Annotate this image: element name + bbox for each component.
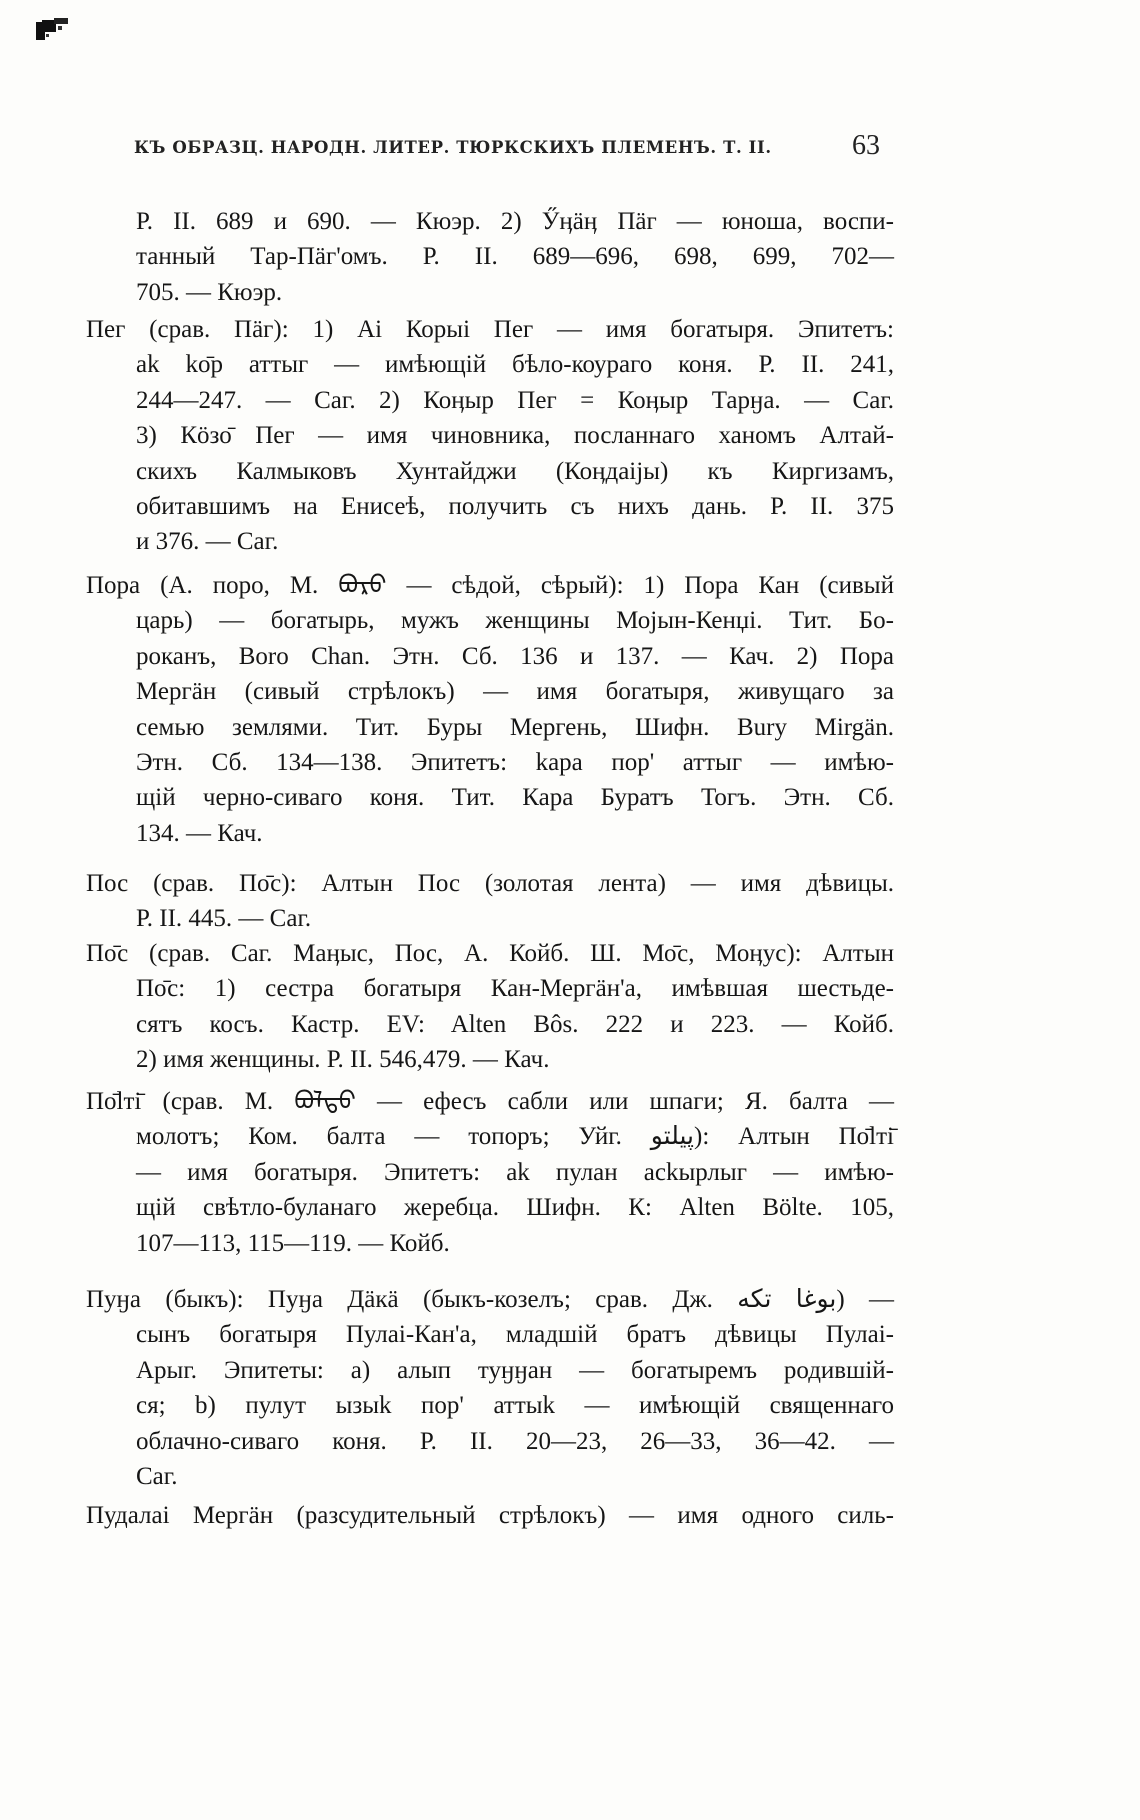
entry-headword-line: По̄lті̄ (срав. М. ᠪᠣᠯᠳᠣ — ефесъ сабли или шпаги; Я. балта —: [86, 1088, 894, 1115]
entry-headword-line: Пудалаі Мергӓн (разсудительный стрѣлокъ) — имя одного силь-: [86, 1502, 894, 1529]
entry-line: сынъ богатыря Пулаі-Кан'а, младшій братъ дѣвицы Пулаі-: [136, 1321, 894, 1349]
entry-line: облачно-сиваго коня. Р. II. 20—23, 26—33, 36—42. —: [136, 1427, 894, 1455]
entry-line: царь) — богатырь, мужъ женщины Мојын-Кенџі. Тит. Бо-: [136, 607, 894, 635]
page-number: 63: [852, 130, 880, 161]
entry-line: 134. — Кач.: [136, 819, 263, 847]
entry-line: Р. II. 445. — Саг.: [136, 905, 312, 933]
entry-line: Этн. Сб. 134—138. Эпитетъ: kара пор' аттыг — имѣю-: [136, 748, 894, 776]
dictionary-entry: [86, 1498, 894, 1533]
entry-headword-line: Пос (срав. По̄с): Алтын Пос (золотая лента) — имя дѣвицы.: [86, 870, 894, 897]
entry-line: По̄с: 1) сестра богатыря Кан-Мергӓн'а, имѣвшая шестьде-: [136, 975, 894, 1003]
entry-line: 705. — Кюэр.: [136, 278, 283, 306]
entry-line: Мергӓн (сивый стрѣлокъ) — имя богатыря, живущаго за: [136, 678, 894, 706]
entry-line: сятъ косъ. Кастр. EV: Alten Bôs. 222 и 223. — Койб.: [136, 1010, 894, 1038]
entry-line: ся; b) пулут ызыk пор' аттыk — имѣющій священнаго: [136, 1392, 894, 1420]
entry-line: роканъ, Boro Chan. Этн. Сб. 136 и 137. — Кач. 2) Пора: [136, 642, 894, 670]
entry-line: щій свѣтло-буланаго жеребца. Шифн. К: Alten Bölte. 105,: [136, 1194, 894, 1222]
entry-line: семью землями. Тит. Буры Мергень, Шифн. Bury Mirgän.: [136, 713, 894, 741]
entry-headword-line: Пора (А. поро, М. ᠪᠣᠷᠣ — сѣдой, сѣрый): 1) Пора Кан (сивый: [86, 572, 894, 599]
entry-line: Арыг. Эпитеты: а) алып туӈӈан — богатыремъ родившій-: [136, 1356, 894, 1384]
dictionary-entry: [86, 1084, 894, 1261]
entry-line: 3) Кӧзо̄ Пег — имя чиновника, посланнаго ханомъ Алтай-: [136, 422, 894, 450]
entry-line: Р. II. 689 и 690. — Кюэр. 2) Ӳӊӓӊ Пӓг — юноша, воспи-: [136, 208, 894, 235]
entry-line: и 376. — Саг.: [136, 528, 279, 556]
entry-line: 244—247. — Саг. 2) Коӊыр Пег = Коӊыр Тарӈа. — Саг.: [136, 386, 894, 414]
dictionary-entry: [86, 936, 894, 1078]
entry-line: щій черно-сиваго коня. Тит. Кара Буратъ Тогъ. Этн. Сб.: [136, 784, 894, 812]
dictionary-entry: [86, 568, 894, 851]
entry-headword-line: Пуӈа (быкъ): Пуӈа Дӓкӓ (быкъ-козелъ; срав. Дж. بوغا تكه) —: [86, 1286, 895, 1313]
entry-line: аk kо̄р аттыг — имѣющій бѣло-коураго коня. Р. II. 241,: [136, 351, 894, 379]
dictionary-entry: [136, 204, 894, 310]
entry-line: обитавшимъ на Енисеѣ, получить съ нихъ дань. Р. II. 375: [136, 492, 894, 520]
entry-line: молотъ; Ком. балта — топоръ; Уйг. ﭘﯿﻠﺘﻮ): Алтын По̄lті̄: [136, 1123, 894, 1151]
entry-line: 107—113, 115—119. — Койб.: [136, 1229, 450, 1257]
running-head: КЪ ОБРАЗЦ. НАРОДН. ЛИТЕР. ТЮРКСКИХЪ ПЛЕМЕНЪ. Т. II.: [134, 138, 772, 157]
entry-line: — имя богатыря. Эпитетъ: аk пулан асkырлыг — имѣю-: [136, 1158, 894, 1186]
dictionary-entry: [86, 1282, 894, 1494]
entry-line: 2) имя женщины. Р. II. 546,479. — Кач.: [136, 1046, 550, 1074]
entry-line: скихъ Калмыковъ Хунтайджи (Коӊдаіјы) къ Киргизамъ,: [136, 457, 894, 485]
dictionary-entry: [86, 866, 894, 937]
entry-headword-line: Пег (срав. Пӓг): 1) Аі Корыі Пег — имя богатыря. Эпитетъ:: [86, 316, 894, 343]
dictionary-entry: [86, 312, 894, 560]
printer-mark-icon: [36, 18, 72, 44]
entry-line: Саг.: [136, 1462, 178, 1490]
entry-line: танный Тар-Пӓг'омъ. Р. II. 689—696, 698, 699, 702—: [136, 243, 894, 271]
entry-headword-line: По̄с (срав. Саг. Маӊыс, Пос, А. Койб. Ш. Мо̄с, Моӊус): Алтын: [86, 940, 894, 967]
